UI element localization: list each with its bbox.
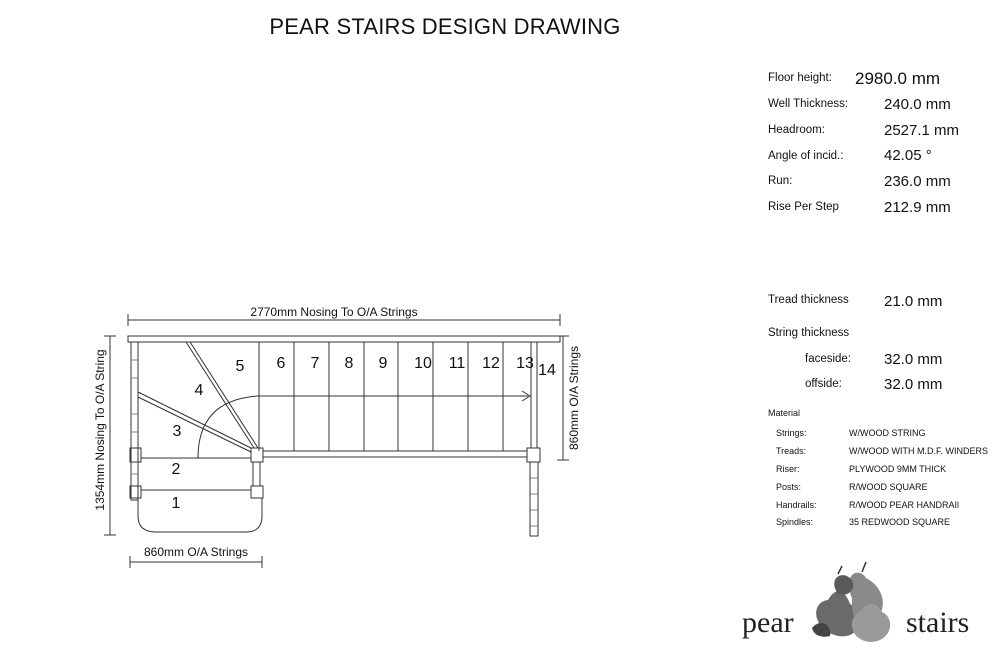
- step-number: 13: [516, 355, 534, 372]
- spec-value-angle: 42.05 °: [884, 147, 932, 164]
- faceside-value: 32.0 mm: [884, 351, 943, 368]
- material-key: Treads:: [776, 446, 807, 456]
- pear-stem: [838, 566, 842, 574]
- offside-label: offside:: [805, 378, 842, 390]
- lower-string: [263, 451, 527, 457]
- newel-post: [527, 448, 540, 462]
- pear-stem: [862, 562, 866, 572]
- pear-logo-icon: [812, 562, 890, 642]
- spec-value-well-thickness: 240.0 mm: [884, 96, 951, 113]
- left-string: [131, 342, 138, 500]
- step-number: 12: [482, 355, 500, 372]
- step-number: 14: [538, 362, 556, 379]
- material-value: PLYWOOD 9MM THICK: [849, 464, 947, 474]
- material-key: Posts:: [776, 482, 802, 492]
- material-value: W/WOOD STRING: [849, 428, 926, 438]
- walking-line: [198, 396, 528, 458]
- spec-value-headroom: 2527.1 mm: [884, 122, 960, 139]
- logo-word-right: stairs: [906, 606, 970, 639]
- step-number: 7: [310, 355, 320, 372]
- right-dimension-label: 860mm O/A Strings: [567, 345, 581, 451]
- spec-label-angle: Angle of incid.:: [768, 150, 844, 162]
- material-value: W/WOOD WITH M.D.F. WINDERS: [849, 446, 988, 456]
- spec-label-well-thickness: Well Thickness:: [768, 98, 849, 110]
- tread-thickness-label: Tread thickness: [768, 294, 849, 306]
- top-handrail: [128, 336, 560, 342]
- step-number: 5: [235, 358, 245, 375]
- step-number: 11: [448, 355, 466, 372]
- step-number: 8: [344, 355, 354, 372]
- material-key: Handrails:: [776, 500, 817, 510]
- step-number: 1: [171, 495, 181, 512]
- right-lower-string: [530, 462, 538, 536]
- spec-label-rise: Rise Per Step: [768, 201, 839, 213]
- inner-string: [253, 462, 260, 486]
- top-dimension-label: 2770mm Nosing To O/A Strings: [250, 305, 418, 319]
- material-value: R/WOOD SQUARE: [849, 482, 928, 492]
- winder-line: [138, 397, 251, 452]
- logo-word-left: pear: [742, 606, 794, 639]
- step-number: 10: [414, 355, 432, 372]
- step-number: 6: [276, 355, 286, 372]
- left-dimension-label: 1354mm Nosing To O/A String: [93, 349, 107, 511]
- faceside-label: faceside:: [805, 353, 852, 365]
- step-number: 2: [171, 461, 181, 478]
- step-number: 9: [378, 355, 388, 372]
- spec-value-rise: 212.9 mm: [884, 199, 951, 216]
- step-number: 4: [194, 382, 204, 399]
- material-key: Strings:: [776, 428, 807, 438]
- material-key: Riser:: [776, 464, 800, 474]
- spec-value-run: 236.0 mm: [884, 173, 951, 190]
- material-heading: Material: [768, 408, 801, 418]
- newel-post: [251, 448, 263, 462]
- bottom-dimension-label: 860mm O/A Strings: [143, 545, 249, 559]
- newel-post: [130, 486, 141, 498]
- material-value: 35 REDWOOD SQUARE: [849, 517, 951, 527]
- spec-value-floor-height: 2980.0 mm: [855, 69, 941, 88]
- spec-label-headroom: Headroom:: [768, 124, 825, 136]
- string-thickness-label: String thickness: [768, 327, 850, 339]
- step-number: 3: [172, 423, 182, 440]
- bullnose-step: [138, 498, 262, 532]
- material-key: Spindles:: [776, 517, 814, 527]
- spec-label-run: Run:: [768, 175, 793, 187]
- spec-label-floor-height: Floor height:: [768, 72, 832, 84]
- newel-post: [130, 448, 141, 462]
- tread-thickness-value: 21.0 mm: [884, 293, 943, 310]
- offside-value: 32.0 mm: [884, 376, 943, 393]
- newel-post: [251, 486, 263, 498]
- material-value: R/WOOD PEAR HANDRAIl: [849, 500, 960, 510]
- page-title: PEAR STAIRS DESIGN DRAWING: [269, 14, 621, 39]
